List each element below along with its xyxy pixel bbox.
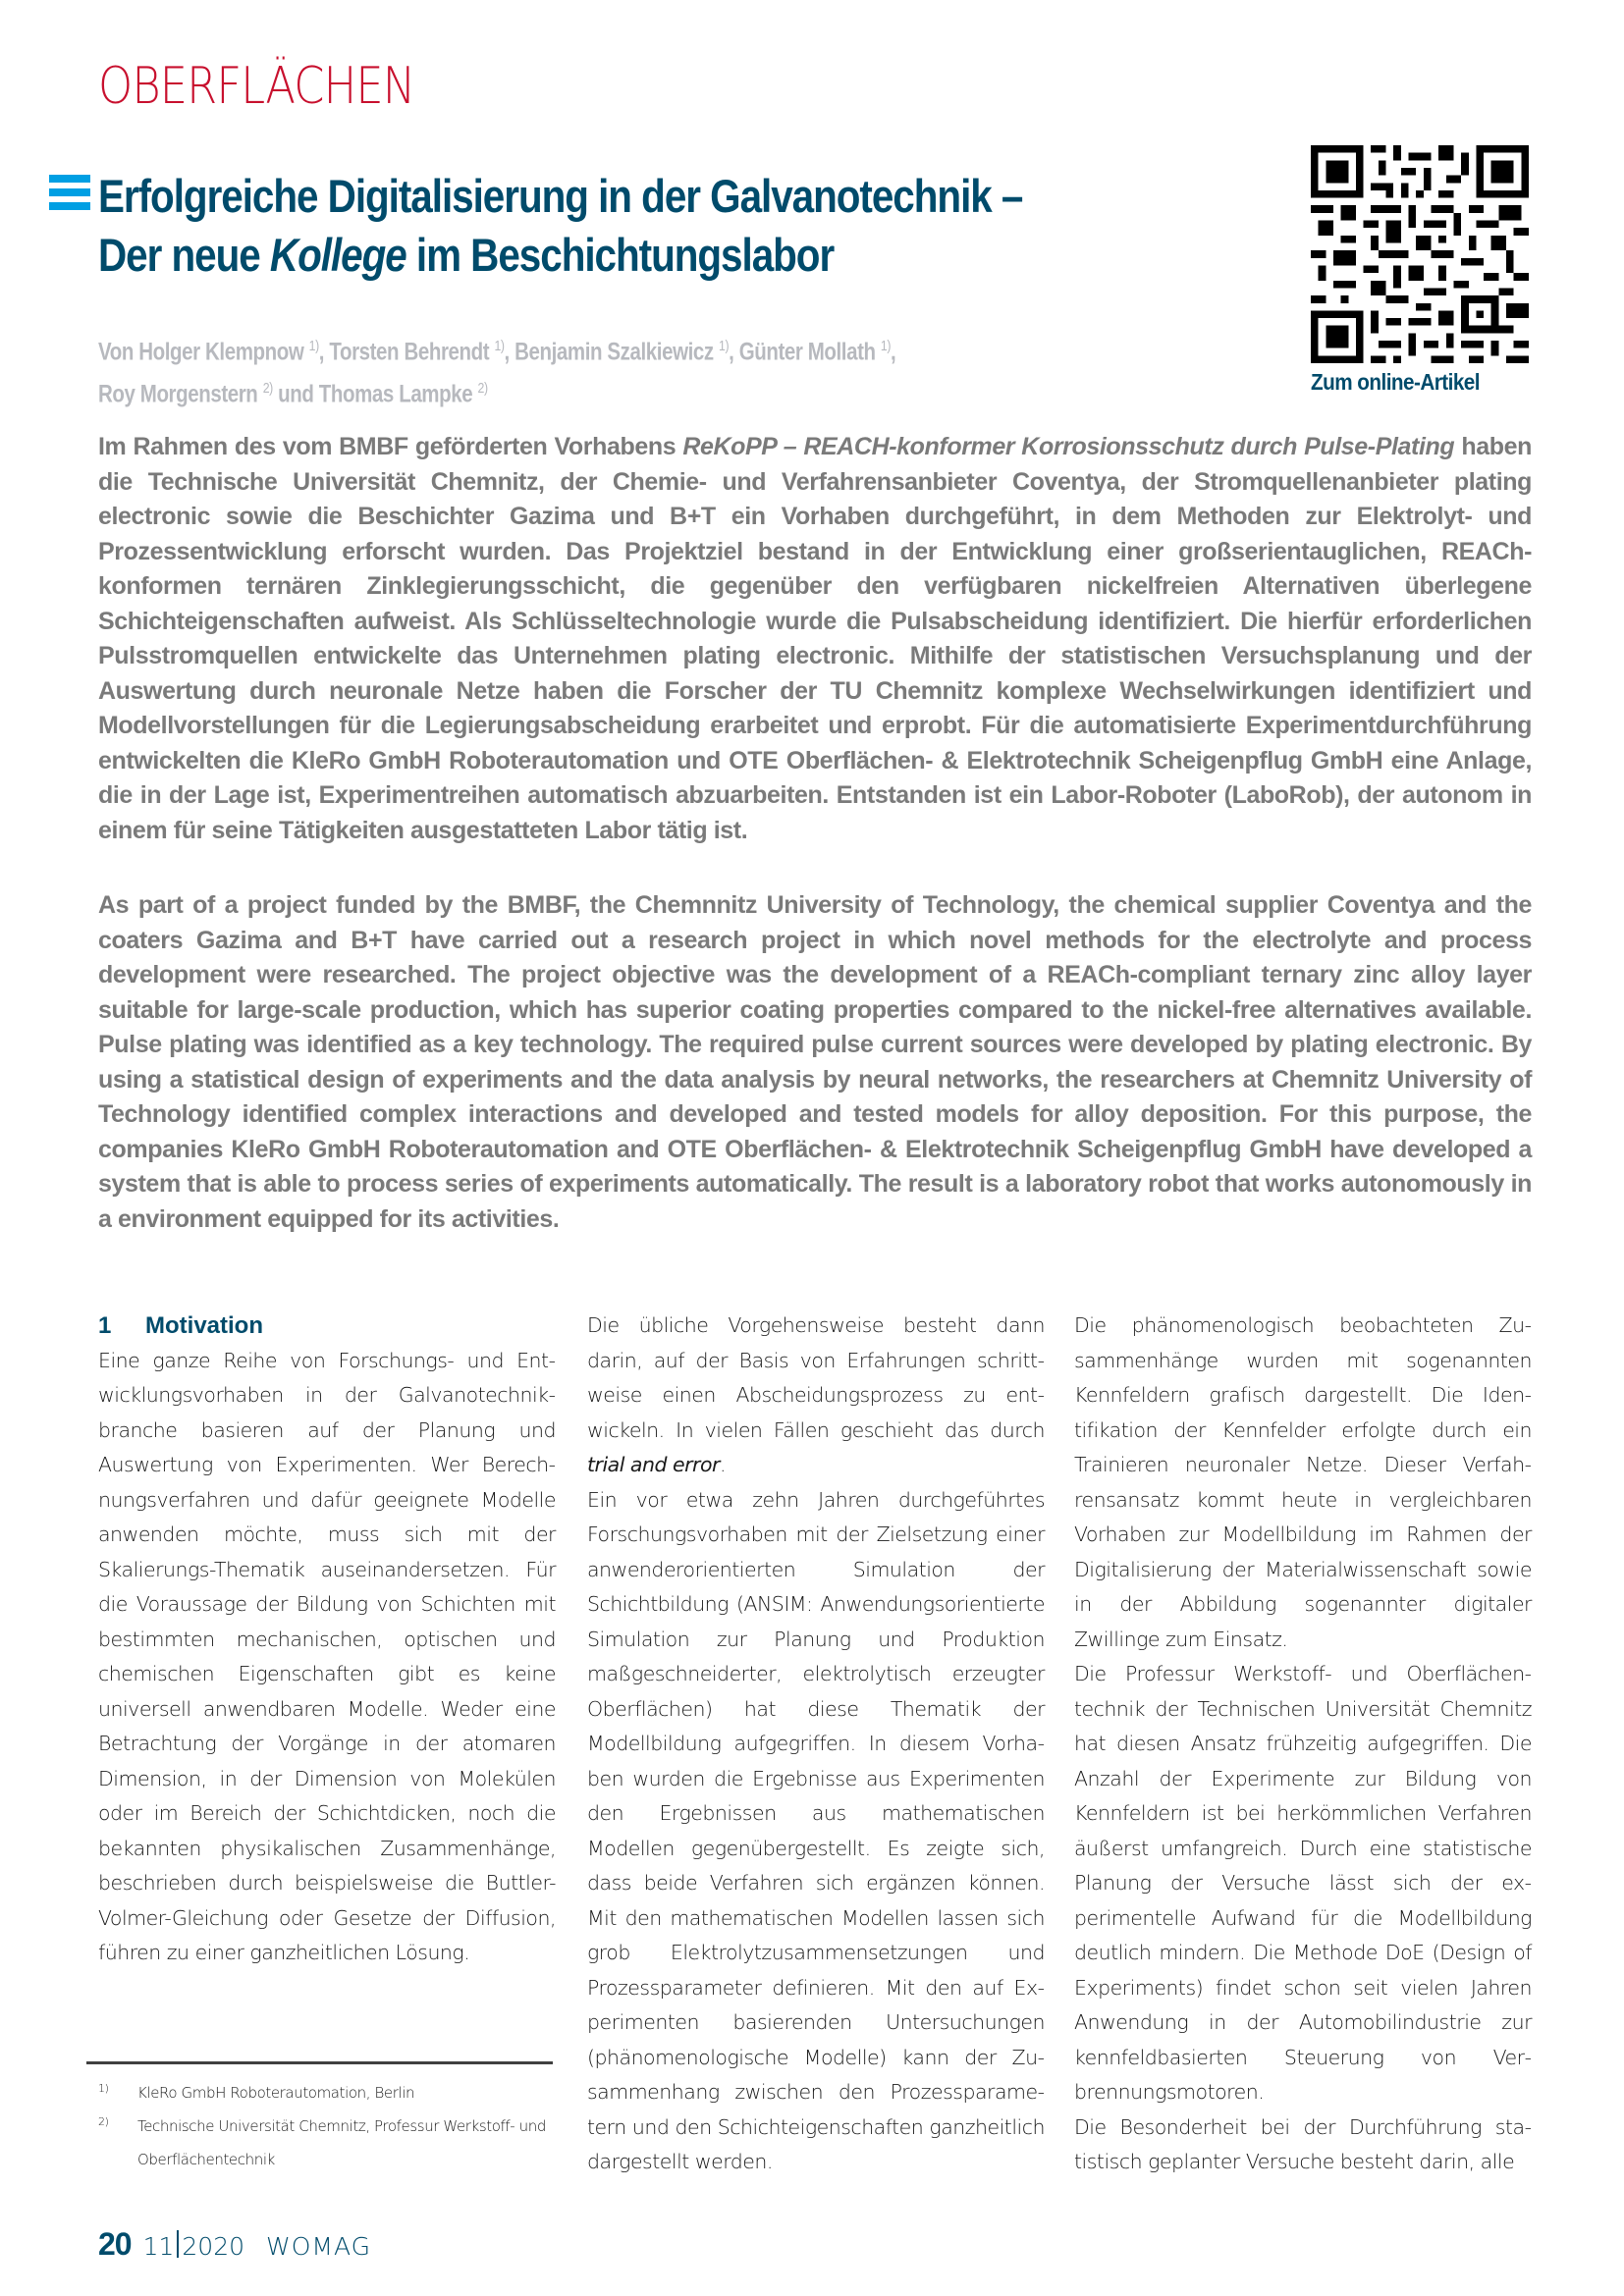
abstract-english: As part of a project funded by the BMBF, the Chemnnitz University of Technology, the chemical supplier Coventya and the coaters Gazima and B+T have carried out a research project in which novel methods for the electrolyte and process development were researched. The project objective was the development of a REACh-compliant ternary zinc alloy layer suitable for large-scale production, which has superior coating properties compared to the nickel-free alternatives available. Pulse plating was identified as a key technology. The required pulse current sources were developed by plating electronic. By using a statistical design of experiments and the data analysis by neural networks, the researchers at Chemnitz University of Technology identified complex interactions and developed and tested models for alloy deposition. For this purpose, the companies KleRo GmbH Roboterautomation and OTE Oberflächen- & Elektrotechnik Scheigenpflug GmbH have developed a system that is able to process series of experiments automatically. The result is a laboratory robot that works autonomously in a environment equipped for its activities. (98, 891, 1532, 1233)
issue-separator (177, 2230, 179, 2258)
qr-code-icon (1311, 145, 1529, 363)
footnote-mark: 1) (98, 2082, 109, 2095)
title-line-2-suffix: im Beschichtungslabor (406, 229, 835, 281)
authors-prefix: Von (98, 338, 134, 366)
issue-month: 11 (142, 2232, 175, 2261)
author-affiliation: 2) (477, 380, 488, 398)
author-name: Günter Mollath (738, 338, 876, 366)
magazine-name: WOMAG (266, 2232, 372, 2261)
footnote-text: KleRo GmbH Roboterautomation, Berlin (137, 2084, 415, 2102)
author-name: Roy Morgenstern (98, 380, 258, 408)
paragraph: Die Besonderheit bei der Durchführung statistisch geplanter Versuche besteht darin, alle (1074, 2114, 1532, 2173)
author-line: Von Holger Klempnow $^{1)}$, Torsten Behrendt $^{1)}$, Benjamin Szalkiewicz $^{1)}$, Günter Mollath $^{1)}$, Roy Morgenstern $^{2)}$ und Thomas Lampke $^{2)}$ (98, 338, 896, 408)
title-marker-icon (49, 175, 90, 216)
footnotes (98, 2076, 560, 2176)
author-affiliation: 1) (494, 338, 505, 354)
footnote (98, 2109, 560, 2176)
author-affiliation: 2) (262, 380, 273, 398)
title-line-1: Erfolgreiche Digitalisierung in der Galvanotechnik – (98, 170, 1023, 222)
footnote-text: Technische Universität Chemnitz, Professur Werkstoff- und Oberflächentechnik (137, 2117, 547, 2168)
paragraph: Eine ganze Reihe von Forschungs- und Entwicklungsvorhaben in der Galvanotechnikbranche basieren auf der Planung und Auswertung von Experimenten. Wer Berechnungsverfahren und dafür geeignete Modelle anwenden möchte, muss sich mit der Skalierungs-Thematik auseinandersetzen. Für die Voraussage der Bildung von Schichten mit bestimmten mechanischen, optischen und chemischen Eigenschaften gibt es keine universell anwendbaren Modelle. Weder eine Betrachtung der Vorgänge in der atomaren Dimension, in der Dimension von Molekülen oder im Bereich der Schichtdicken, noch die bekannten physikalischen Zusammenhänge, beschrieben durch beispielsweise die Buttler-Volmer-Gleichung oder Gesetze der Diffusion, führen zu einer ganzheitlichen Lösung. (98, 1348, 556, 1964)
title-emphasis: Kollege (269, 229, 406, 281)
project-name: ReKoPP – REACH-konformer Korrosionsschutz durch Pulse-Plating (682, 433, 1455, 460)
footnote (98, 2076, 560, 2109)
author-name: Thomas Lampke (318, 380, 473, 408)
body-column-3 (1074, 1308, 1532, 2180)
paragraph-text: . (719, 1453, 726, 1476)
section-title: Motivation (145, 1312, 263, 1339)
paragraph: Die Professur Werkstoff- und Oberflächentechnik der Technischen Universität Chemnitz hat diesen Ansatz frühzeitig aufgegriffen. Die Anzahl der Experimente zur Bildung von Kennfeldern ist bei herkömmlichen Verfahren äußerst umfangreich. Durch eine statistische Planung der Versuche lässt sich der experimentelle Aufwand für die Modellbildung deutlich mindern. Die Methode DoE (Design of Experiments) findet schon seit vielen Jahren Anwendung in der Automobilindustrie zur kennfeldbasierten Steuerung von Verbrennungsmotoren. (1074, 1662, 1532, 2104)
authors-conjunction: und (278, 380, 314, 408)
paragraph: Die phänomenologisch beobachteten Zusammenhänge wurden mit sogenannten Kennfeldern grafisch dargestellt. Die Identifikation der Kennfelder erfolgte durch ein Trainieren neuronaler Netze. Dieser Verfahrensansatz kommt heute in vergleichbaren Vorhaben zur Modellbildung im Rahmen der Digitalisierung der Materialwissenschaft sowie in der Abbildung sogenannter digitaler Zwillinge zum Einsatz. (1074, 1313, 1532, 1651)
author-name: Holger Klempnow (138, 338, 304, 366)
author-name: Benjamin Szalkiewicz (514, 338, 714, 366)
section-label: OBERFLÄCHEN (98, 57, 415, 116)
section-number: 1 (98, 1312, 112, 1339)
issue-year: 2020 (182, 2232, 245, 2261)
footnote-mark: 2) (98, 2115, 109, 2128)
title-line-2-prefix: Der neue (98, 229, 270, 281)
qr-caption[interactable]: Zum online-Artikel (1311, 369, 1480, 395)
page-footer (98, 2226, 371, 2263)
paragraph: Ein vor etwa zehn Jahren durchgeführtes Forschungsvorhaben mit der Zielsetzung einer anwenderorientierten Simulation der Schichtbildung (ANSIM: Anwendungsorientierte Simulation zur Planung und Produktion maßgeschneiderter, elektrolytisch erzeugter Oberflächen) hat diese Thematik der Modellbildung aufgegriffen. In diesem Vorhaben wurden die Ergebnisse aus Experimenten den Ergebnissen aus mathematischen Modellen gegenübergestellt. Es zeigte sich, dass beide Verfahren sich ergänzen können. Mit den mathematischen Modellen lassen sich grob Elektrolytzusammensetzungen und Prozessparameter definieren. Mit den auf Experimenten basierenden Untersuchungen (phänomenologische Modelle) kann der Zusammenhang zwischen den Prozessparametern und den Schichteigenschaften ganzheitlich dargestellt werden. (587, 1487, 1045, 2173)
author-affiliation: 1) (308, 338, 319, 354)
abstract-de-body: haben die Technische Universität Chemnitz, der Chemie- und Verfahrensanbieter Coventya, der Stromquellenanbieter plating electronic sowie die Beschichter Gazima und B+T ein Vorhaben durchgeführt, in dem Methoden zur Elektrolyt- und Prozessentwicklung erforscht wurden. Das Projektziel bestand in der Entwicklung einer großserientauglichen, REACh-konformen ternären Zinklegierungsschicht, die gegenüber den verfügbaren nickelfreien Alternativen überlegene Schichteigenschaften aufweist. Als Schlüsseltechnologie wurde die Pulsabscheidung identifiziert. Die hierfür erforderlichen Pulsstromquellen entwickelte das Unternehmen plating electronic. Mithilfe der statistischen Versuchsplanung und der Auswertung durch neuronale Netze haben die Forscher der TU Chemnitz komplexe Wechselwirkungen identifiziert und Modellvorstellungen für die Legierungsabscheidung erarbeitet und erprobt. Für die automatisierte Experimentdurchführung entwickelten die KleRo GmbH Roboterautomation und OTE Oberflächen- & Elektrotechnik Scheigenpflug GmbH eine Anlage, die in der Lage ist, Experimentreihen automatisch abzuarbeiten. Entstanden ist ein Labor-Roboter (LaboRob), der autonom in einem für seine Tätigkeiten ausgestatteten Labor tätig ist. (98, 433, 1532, 844)
article-title-block (49, 167, 1267, 285)
author-affiliation: 1) (719, 338, 730, 354)
body-column-2 (587, 1308, 1045, 2180)
article-title (98, 167, 1280, 285)
paragraph (587, 1308, 1045, 1483)
section-heading (98, 1308, 556, 1344)
qr-code-link[interactable] (1311, 145, 1535, 396)
abstract-de-intro: Im Rahmen des vom BMBF geförderten Vorhabens (98, 433, 683, 460)
paragraph-emphasis: trial and error (587, 1453, 720, 1476)
paragraph-text: Die übliche Vorgehensweise besteht dann darin, auf der Basis von Erfahrungen schrittweise einen Abscheidungsprozess zu entwickeln. In vielen Fällen geschieht das durch (587, 1313, 1045, 1442)
page-number: 20 (98, 2226, 132, 2262)
author-name: Torsten Behrendt (329, 338, 490, 366)
footnote-divider (86, 2061, 553, 2064)
abstract-german (98, 430, 1532, 848)
author-affiliation: 1) (880, 338, 892, 354)
body-column-1 (98, 1308, 556, 1971)
